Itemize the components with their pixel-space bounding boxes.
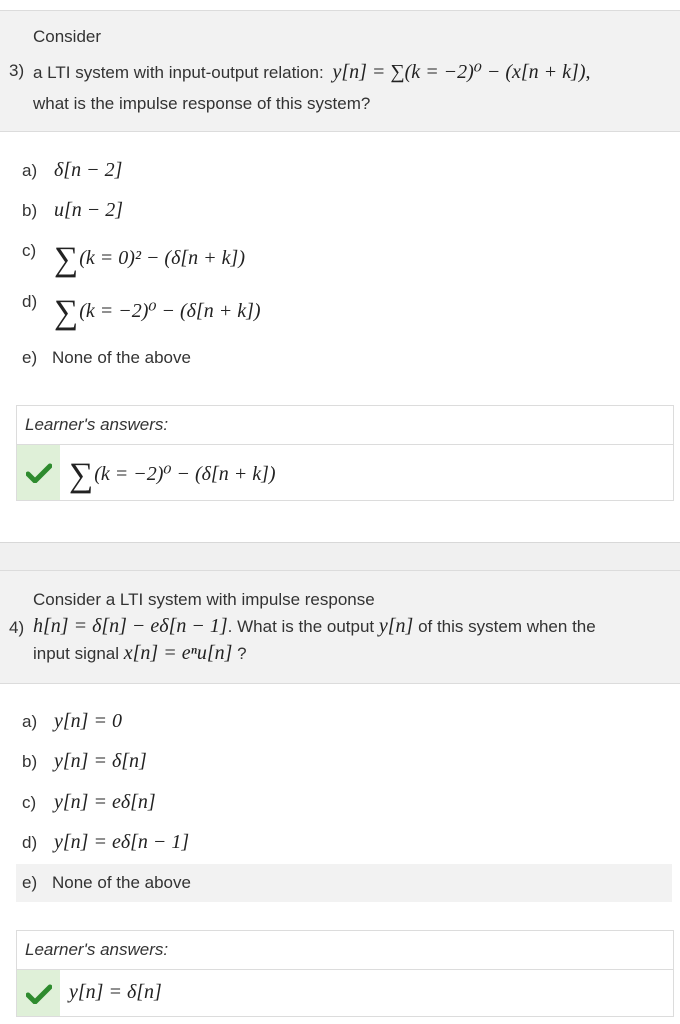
question-4-output-symbol: y[n]: [378, 615, 414, 637]
question-3-learner-answers: [16, 405, 674, 501]
option-content: y[n] = 0: [54, 710, 122, 732]
option-letter: c): [22, 241, 37, 260]
question-4-text-line3-before: input signal: [33, 644, 120, 663]
question-4-equation: h[n] = δ[n] − eδ[n − 1]: [33, 615, 228, 637]
sigma-icon: ∑: [69, 457, 94, 494]
question-3-option-e[interactable]: [16, 339, 672, 377]
question-4-intro: Consider a LTI system with impulse response: [33, 590, 375, 609]
question-4-option-d[interactable]: [16, 824, 672, 862]
learner-answer: (k = −2)⁰ − (δ[n + k]): [94, 463, 276, 485]
option-letter: b): [22, 752, 38, 771]
option-content: (k = 0)² − (δ[n + k]): [79, 247, 245, 269]
question-3-stem: [0, 10, 680, 132]
question-4-option-a[interactable]: [16, 703, 672, 741]
option-letter: c): [22, 793, 37, 812]
question-4-number: 4): [9, 618, 25, 637]
option-content: y[n] = eδ[n − 1]: [54, 831, 190, 853]
option-letter: a): [22, 161, 38, 180]
option-content-wrapper: [54, 294, 261, 331]
question-4-line2: [33, 615, 596, 638]
learner-answer-row: [17, 445, 673, 500]
option-content: None of the above: [52, 348, 191, 367]
learner-answer: y[n] = δ[n]: [69, 981, 162, 1003]
question-3-option-d[interactable]: [16, 288, 672, 330]
option-content: None of the above: [52, 873, 191, 892]
question-4-text-line3-after: ?: [237, 644, 247, 663]
question-4-text-end: of this system when the: [418, 617, 596, 636]
learner-answer-row: [17, 970, 673, 1016]
option-letter: e): [22, 348, 38, 367]
option-letter: d): [22, 833, 38, 852]
option-content: y[n] = eδ[n]: [54, 791, 156, 813]
check-cell: [17, 445, 60, 500]
option-content: u[n − 2]: [54, 199, 124, 221]
sigma-icon: ∑: [54, 241, 79, 278]
question-4-input-equation: x[n] = eⁿu[n]: [123, 642, 233, 664]
question-3-option-a[interactable]: [16, 152, 672, 190]
option-letter: b): [22, 201, 38, 220]
option-letter: d): [22, 292, 38, 311]
option-content: y[n] = δ[n]: [54, 750, 147, 772]
learner-answer-wrapper: [69, 457, 276, 494]
option-content-wrapper: [54, 241, 245, 278]
question-4-option-e[interactable]: [16, 864, 672, 902]
question-3-text-before: a LTI system with input-output relation:: [33, 63, 324, 82]
learner-answers-label: Learner's answers:: [17, 406, 673, 445]
option-letter: a): [22, 712, 38, 731]
learner-answers-label: Learner's answers:: [17, 931, 673, 970]
question-3-line2: a LTI system with input-output relation: y[n] = ∑(k = −2)⁰ − (x[n + k]),: [33, 61, 591, 83]
question-4-line3: [33, 642, 247, 665]
question-4-stem: [0, 570, 680, 684]
option-letter: e): [22, 873, 38, 892]
question-4-option-c[interactable]: [16, 784, 672, 822]
option-content: δ[n − 2]: [54, 159, 123, 181]
question-3-text-after: what is the impulse response of this system?: [33, 94, 371, 113]
question-4-text-mid: . What is the output: [227, 617, 375, 636]
sigma-icon: ∑: [54, 294, 79, 331]
question-4-option-b[interactable]: [16, 743, 672, 781]
check-icon: [26, 984, 52, 1004]
check-cell: [17, 970, 60, 1016]
question-4-learner-answers: [16, 930, 674, 1017]
question-3-intro: Consider: [33, 27, 102, 46]
question-3-equation: y[n] = ∑(k = −2)⁰ − (x[n + k]): [332, 61, 586, 83]
question-divider: [0, 542, 680, 571]
question-3-option-c[interactable]: [16, 237, 672, 279]
check-icon: [26, 463, 52, 483]
question-3-number: 3): [9, 61, 25, 80]
question-3-option-b[interactable]: [16, 192, 672, 230]
option-content: (k = −2)⁰ − (δ[n + k]): [79, 300, 261, 322]
